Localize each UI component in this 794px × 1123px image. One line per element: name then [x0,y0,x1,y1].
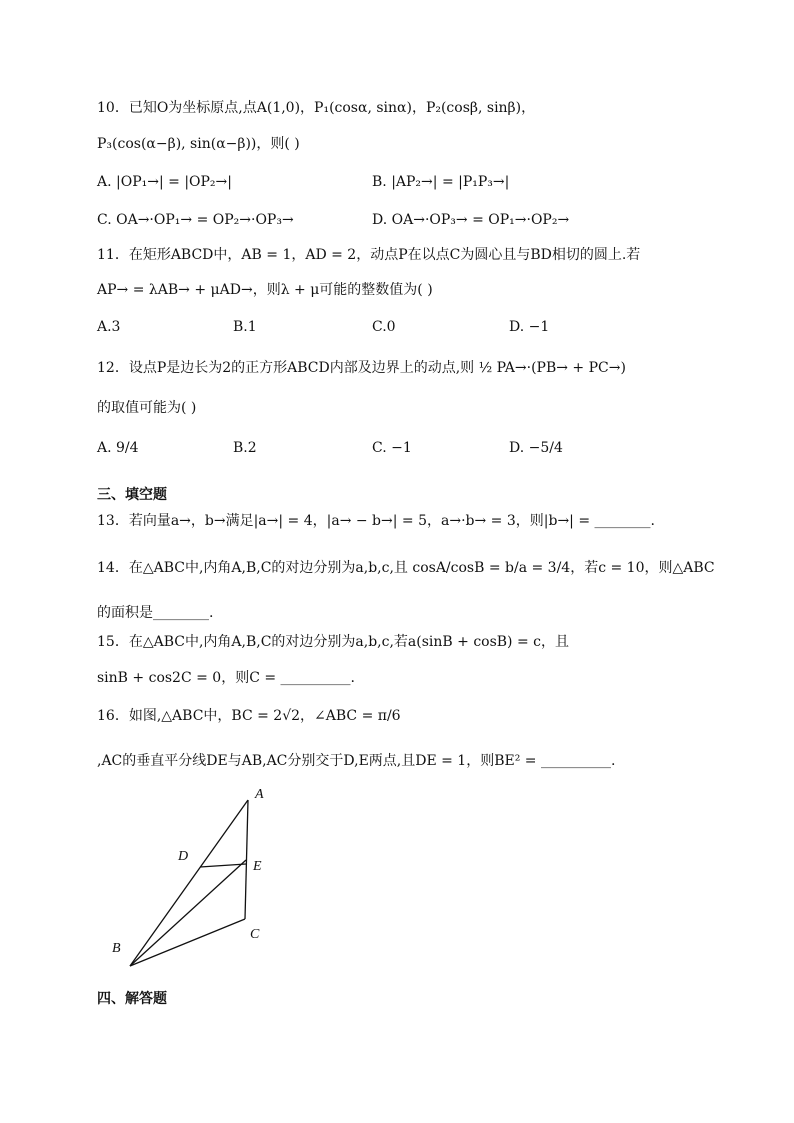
q11-option-a: A.3 [97,319,121,335]
segment-be [130,860,246,966]
q12-stem-line1: 12．设点P是边长为2的正方形ABCD内部及边界上的动点,则 ½ PA→·(PB→ + PC→) [97,360,626,376]
q12-option-a: A. 9/4 [97,440,139,456]
q10-option-d: D. OA→·OP₃→ = OP₁→·OP₂→ [372,212,570,228]
q12-stem-line2: 的取值可能为( ) [97,400,197,416]
q12-option-c: C. −1 [372,440,412,456]
segment-ac [245,800,248,919]
q11-stem-line1: 11．在矩形ABCD中，AB = 1，AD = 2，动点P在以点C为圆心且与BD相切的圆上.若 [97,247,641,263]
q14-stem-line2: 的面积是________. [97,605,214,621]
section-heading-solutions: 四、解答题 [97,991,167,1007]
q10-stem-line1: 10．已知O为坐标原点,点A(1,0)，P₁(cosα, sinα)，P₂(cosβ, sinβ)， [97,100,536,116]
label-point-c: C [250,927,260,942]
q16-stem-line1: 16．如图,△ABC中，BC = 2√2，∠ABC = π/6 [97,708,401,724]
q10-stem-line2: P₃(cos(α−β), sin(α−β))，则( ) [97,136,300,152]
q11-option-b: B.1 [233,319,257,335]
q15-stem-line1: 15．在△ABC中,内角A,B,C的对边分别为a,b,c,若a(sinB + cosB) = c，且 [97,634,569,650]
q13-stem: 13．若向量a→，b→满足|a→| = 4，|a→ − b→| = 5，a→·b→ = 3，则|b→| = ________. [97,513,655,529]
q11-option-c: C.0 [372,319,396,335]
q12-option-d: D. −5/4 [509,440,563,456]
q11-option-d: D. −1 [509,319,550,335]
segment-ba [130,800,248,966]
q11-stem-line2: AP→ = λAB→ + μAD→，则λ + μ可能的整数值为( ) [97,282,433,298]
q10-option-b: B. |AP₂→| = |P₁P₃→| [372,174,510,190]
label-point-e: E [253,859,262,874]
q15-stem-line2: sinB + cos2C = 0，则C = __________. [97,670,356,686]
section-heading-fill-blank: 三、填空题 [97,487,167,503]
q14-stem-line1: 14．在△ABC中,内角A,B,C的对边分别为a,b,c,且 cosA/cosB = b/a = 3/4，若c = 10，则△ABC [97,560,715,576]
q16-stem-line2: ,AC的垂直平分线DE与AB,AC分别交于D,E两点,且DE = 1，则BE² = __________. [97,753,616,769]
label-point-d: D [178,849,189,864]
label-point-b: B [112,941,121,956]
triangle-figure [108,780,278,970]
q10-option-c: C. OA→·OP₁→ = OP₂→·OP₃→ [97,212,294,228]
q12-option-b: B.2 [233,440,257,456]
q10-option-a: A. |OP₁→| = |OP₂→| [97,174,232,190]
label-point-a: A [255,787,264,802]
